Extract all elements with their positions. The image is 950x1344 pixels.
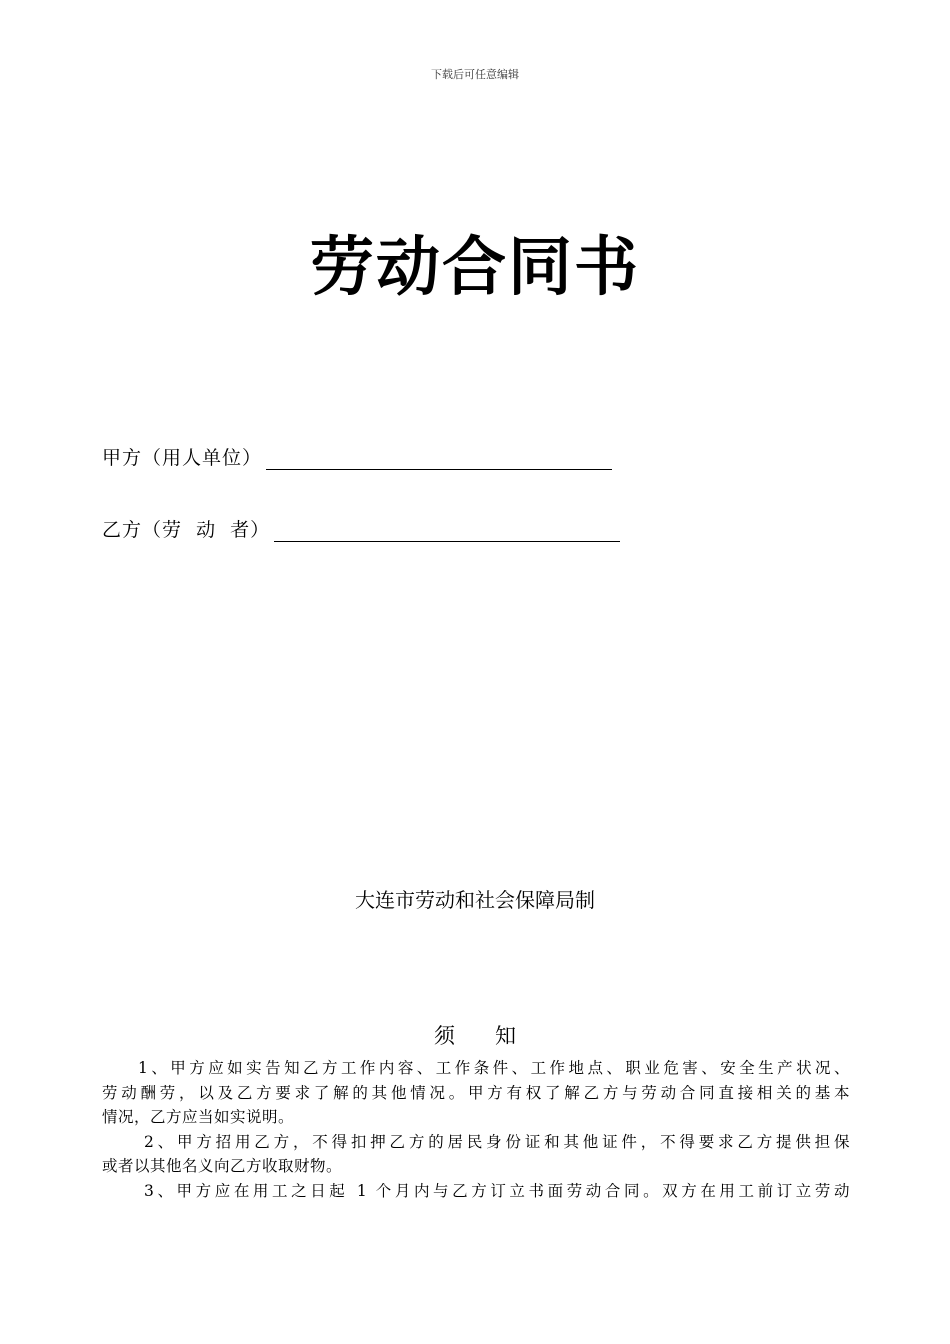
party-a-label: 甲方（用人单位）	[102, 447, 263, 469]
notice-body	[102, 1056, 850, 1203]
party-a-row	[102, 440, 612, 470]
notice-line: 3、甲方应在用工之日起 1 个月内与乙方订立书面劳动合同。双方在用工前订立劳动	[144, 1181, 850, 1200]
notice-line: 2、甲方招用乙方，不得扣押乙方的居民身份证和其他证件，不得要求乙方提供担保	[144, 1132, 850, 1151]
party-b-row	[102, 512, 620, 542]
notice-line: 1、甲方应如实告知乙方工作内容、工作条件、工作地点、职业危害、安全生产状况、	[138, 1059, 850, 1077]
notice-line: 或者以其他名义向乙方收取财物。	[102, 1157, 343, 1175]
notice-line: 劳动酬劳，以及乙方要求了解的其他情况。甲方有权了解乙方与劳动合同直接相关的基本	[102, 1083, 850, 1102]
document-title: 劳动合同书	[310, 231, 640, 305]
header-note: 下载后可任意编辑	[431, 68, 519, 81]
notice-heading: 须 知	[433, 1024, 517, 1048]
party-b-label: 乙方（劳 动 者）	[102, 519, 271, 541]
party-b-blank-line[interactable]	[274, 517, 620, 542]
issuer-line: 大连市劳动和社会保障局制	[355, 888, 595, 912]
notice-line: 情况，乙方应当如实说明。	[102, 1108, 295, 1126]
party-a-blank-line[interactable]	[266, 445, 612, 470]
